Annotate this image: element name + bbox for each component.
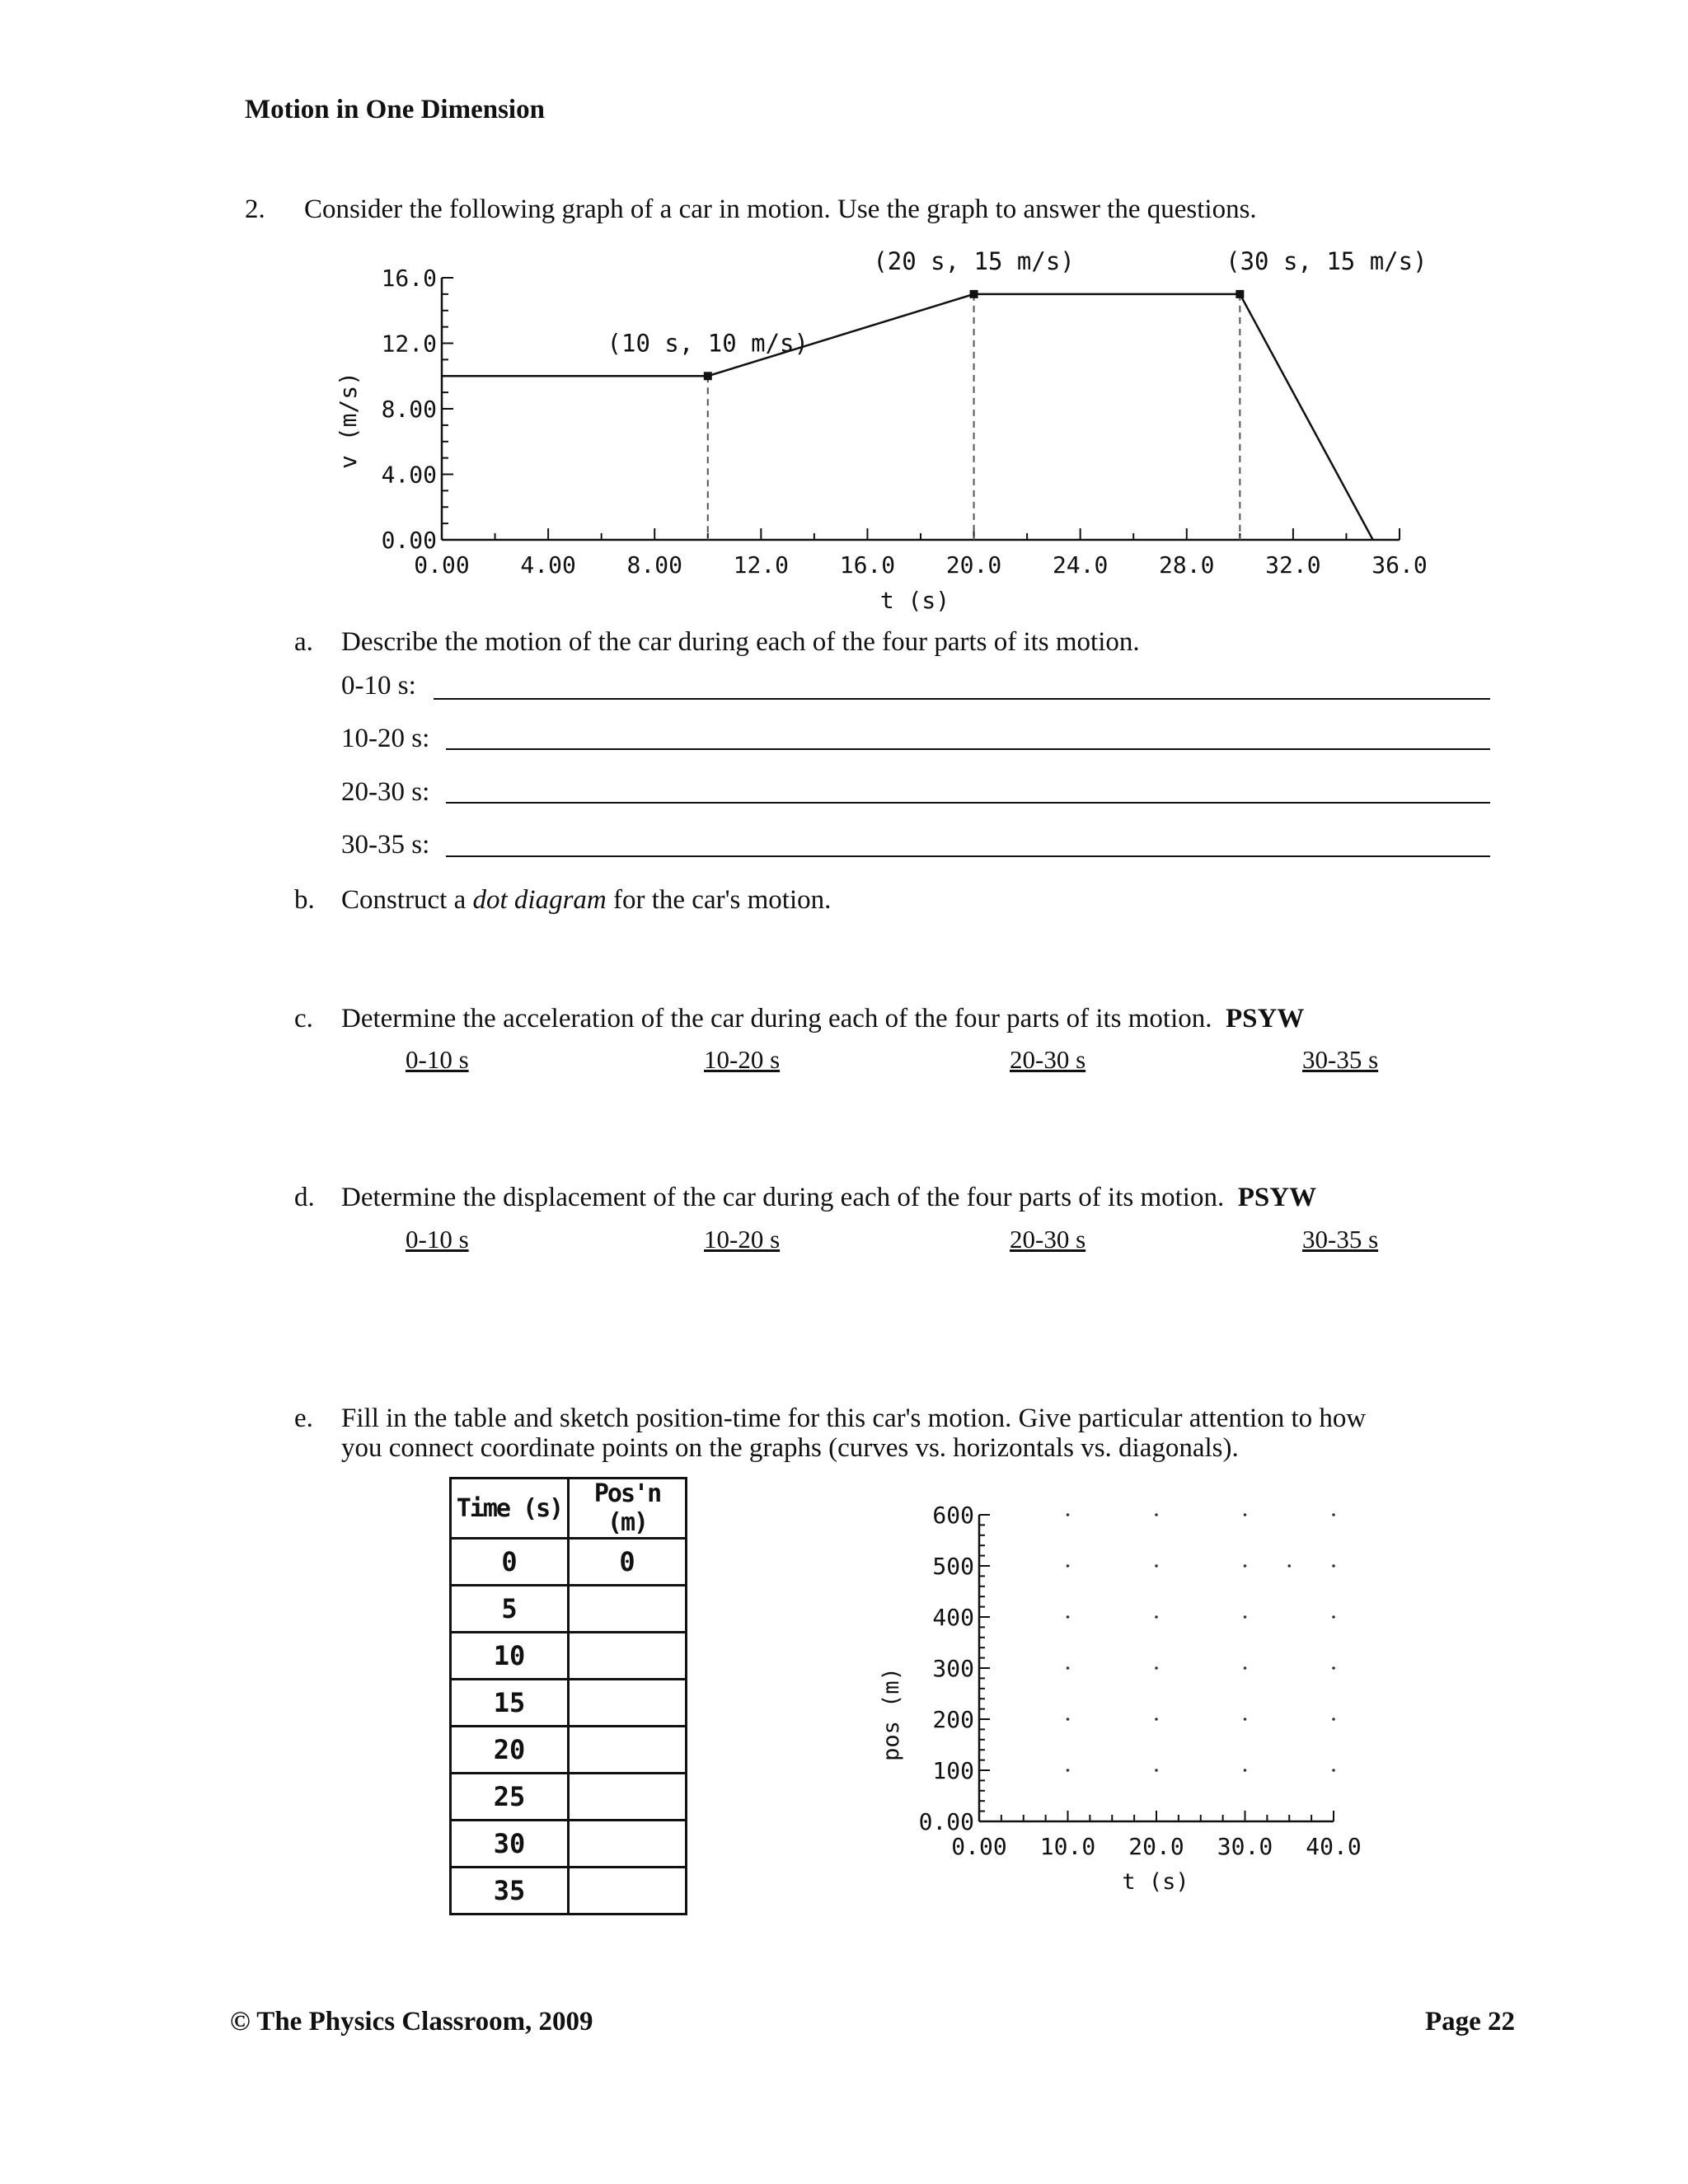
position-cell[interactable] [569, 1680, 687, 1727]
time-cell: 30 [451, 1821, 569, 1868]
pt-grid-dot [1155, 1615, 1158, 1619]
pt-grid-dot [1244, 1513, 1247, 1516]
interval-label: 10-20 s [704, 1045, 781, 1074]
table-row [451, 1680, 687, 1727]
interval-label: 20-30 s [1010, 1045, 1086, 1074]
pt-grid-dot [1287, 1564, 1291, 1568]
pt-ylabel [879, 1667, 904, 1761]
position-time-chart[interactable] [865, 1492, 1426, 1904]
table-row [451, 1868, 687, 1915]
part-c-text [341, 1004, 1304, 1034]
pt-y-tick-label: 200 [932, 1706, 974, 1733]
part-c-question: Determine the acceleration of the car during each of the four parts of its motion. [341, 1004, 1212, 1033]
pt-x-tick-label: 20.0 [1128, 1833, 1184, 1860]
pt-grid-dot [1155, 1564, 1158, 1568]
vt-data-marks [442, 247, 1428, 540]
position-cell[interactable] [569, 1586, 687, 1633]
position-cell[interactable] [569, 1727, 687, 1774]
vt-ylabel [335, 372, 362, 469]
pt-grid-dot [1244, 1718, 1247, 1721]
part-e-line-2: you connect coordinate points on the graphs (curves vs. horizontals vs. diagonals). [341, 1433, 1239, 1463]
vt-y-tick-label: 16.0 [381, 265, 437, 292]
table-header-position: Pos'n (m) [569, 1479, 687, 1539]
position-cell[interactable]: 0 [569, 1539, 687, 1586]
pt-grid-dot [1244, 1769, 1247, 1772]
vt-data-point [970, 290, 978, 298]
answer-line[interactable] [434, 698, 1490, 700]
vt-x-tick-label: 32.0 [1265, 551, 1321, 579]
time-cell: 5 [451, 1586, 569, 1633]
position-cell[interactable] [569, 1868, 687, 1915]
pt-grid-dot [1155, 1666, 1158, 1670]
interval-label: 20-30 s [1010, 1225, 1086, 1254]
pt-y-tick-label: 600 [932, 1502, 974, 1529]
table-header-row [451, 1479, 687, 1539]
table-row [451, 1586, 687, 1633]
pt-y-tick-label: 400 [932, 1604, 974, 1631]
part-c-letter: c. [294, 1004, 313, 1033]
pt-y-tick-label: 0.00 [918, 1808, 974, 1835]
part-b-text-post: for the car's motion. [606, 885, 832, 915]
part-d-text [341, 1183, 1316, 1213]
interval-label: 30-35 s [1302, 1225, 1379, 1254]
part-e-text [341, 1404, 1366, 1463]
vt-axes [442, 278, 1400, 540]
pt-x-tick-label: 0.00 [951, 1833, 1007, 1860]
pt-grid-dot [1067, 1564, 1070, 1568]
vt-y-tick-label: 12.0 [381, 330, 437, 358]
part-b-text-em: dot diagram [472, 885, 607, 915]
pt-grid-dot [1155, 1769, 1158, 1772]
vt-x-tick-label: 36.0 [1372, 551, 1428, 579]
pt-x-tick-label: 40.0 [1306, 1833, 1362, 1860]
position-table [449, 1477, 687, 1915]
part-a-text: Describe the motion of the car during each of the four parts of its motion. [341, 627, 1140, 657]
table-row [451, 1774, 687, 1821]
psyw-tag: PSYW [1237, 1183, 1317, 1212]
pt-grid-dot [1332, 1615, 1335, 1619]
part-a-row-label: 0-10 s: [341, 671, 416, 701]
pt-y-tick-label: 500 [932, 1553, 974, 1580]
pt-grid-dot [1332, 1666, 1335, 1670]
interval-label: 0-10 s [406, 1225, 469, 1254]
table-row [451, 1633, 687, 1680]
part-a-row-label: 10-20 s: [341, 724, 430, 753]
position-cell[interactable] [569, 1633, 687, 1680]
vt-x-tick-label: 28.0 [1159, 551, 1215, 579]
part-a-row-label: 20-30 s: [341, 777, 430, 807]
vt-x-tick-label: 24.0 [1052, 551, 1109, 579]
footer-page-number: Page 22 [1424, 2007, 1515, 2036]
interval-label: 0-10 s [406, 1045, 469, 1074]
vt-point-annotation: (10 s, 10 m/s) [607, 329, 809, 358]
pt-xlabel-text: t (s) [1122, 1869, 1189, 1895]
pt-y-tick-label: 100 [932, 1757, 974, 1784]
time-cell: 25 [451, 1774, 569, 1821]
vt-xlabel-text: t (s) [879, 587, 950, 614]
pt-tick-labels [919, 1502, 1362, 1860]
pt-grid-dot [1244, 1564, 1247, 1568]
part-d-letter: d. [294, 1183, 315, 1212]
vt-point-annotation: (30 s, 15 m/s) [1226, 246, 1428, 275]
table-header-time: Time (s) [451, 1479, 569, 1539]
vt-tick-labels [382, 265, 1428, 579]
vt-x-tick-label: 4.00 [520, 551, 576, 579]
answer-line[interactable] [446, 802, 1490, 804]
part-b-letter: b. [294, 885, 315, 915]
pt-grid-dot [1067, 1513, 1070, 1516]
answer-line[interactable] [446, 855, 1490, 857]
interval-label: 30-35 s [1302, 1045, 1379, 1074]
vt-point-annotation: (20 s, 15 m/s) [873, 246, 1075, 275]
table-row [451, 1727, 687, 1774]
pt-grid-dot [1332, 1564, 1335, 1568]
part-e-letter: e. [294, 1404, 313, 1433]
vt-data-point [704, 372, 712, 380]
pt-grid-dot [1067, 1615, 1070, 1619]
part-b-text-pre: Construct a [341, 885, 473, 915]
interval-label: 10-20 s [704, 1225, 781, 1254]
position-cell[interactable] [569, 1821, 687, 1868]
part-a-row-label: 30-35 s: [341, 830, 430, 860]
time-cell: 0 [451, 1539, 569, 1586]
psyw-tag: PSYW [1226, 1004, 1305, 1033]
pt-grid-dot [1155, 1718, 1158, 1721]
pt-grid-dot [1244, 1666, 1247, 1670]
vt-y-tick-label: 8.00 [381, 396, 437, 423]
pt-grid-dot [1067, 1769, 1070, 1772]
page-header-title: Motion in One Dimension [245, 95, 545, 124]
pt-grid-dot [1332, 1769, 1335, 1772]
position-cell[interactable] [569, 1774, 687, 1821]
vt-y-tick-label: 4.00 [381, 461, 437, 489]
part-b-text [341, 885, 831, 916]
vt-x-tick-label: 20.0 [945, 551, 1002, 579]
time-cell: 20 [451, 1727, 569, 1774]
time-cell: 15 [451, 1680, 569, 1727]
time-cell: 35 [451, 1868, 569, 1915]
pt-x-tick-label: 10.0 [1039, 1833, 1096, 1860]
velocity-time-chart [313, 239, 1442, 626]
vt-y-tick-label: 0.00 [381, 527, 437, 554]
pt-grid-dots [1067, 1513, 1335, 1772]
time-cell: 10 [451, 1633, 569, 1680]
part-d-question: Determine the displacement of the car during each of the four parts of its motion. [341, 1183, 1225, 1212]
footer-copyright: © The Physics Classroom, 2009 [230, 2007, 593, 2036]
vt-data-point [1236, 290, 1244, 298]
pt-ylabel-text: pos (m) [879, 1667, 904, 1761]
vt-x-tick-label: 8.00 [626, 551, 682, 579]
pt-grid-dot [1067, 1666, 1070, 1670]
vt-x-tick-label: 12.0 [733, 551, 790, 579]
pt-x-tick-label: 30.0 [1217, 1833, 1273, 1860]
part-e-line-1: Fill in the table and sketch position-time for this car's motion. Give particular attention to how [341, 1404, 1367, 1433]
vt-ylabel-text: v (m/s) [335, 371, 362, 470]
pt-grid-dot [1155, 1513, 1158, 1516]
table-row [451, 1539, 687, 1586]
question-text: Consider the following graph of a car in motion. Use the graph to answer the questions. [304, 194, 1257, 224]
pt-grid-dot [1332, 1513, 1335, 1516]
answer-line[interactable] [446, 748, 1490, 750]
pt-grid-dot [1244, 1615, 1247, 1619]
vt-x-tick-label: 16.0 [839, 551, 896, 579]
question-number: 2. [245, 194, 265, 224]
pt-grid-dot [1067, 1718, 1070, 1721]
pt-y-tick-label: 300 [932, 1655, 974, 1682]
vt-series-line [442, 294, 1373, 540]
part-a-letter: a. [294, 627, 313, 657]
vt-x-tick-label: 0.00 [414, 551, 470, 579]
table-row [451, 1821, 687, 1868]
pt-grid-dot [1332, 1718, 1335, 1721]
